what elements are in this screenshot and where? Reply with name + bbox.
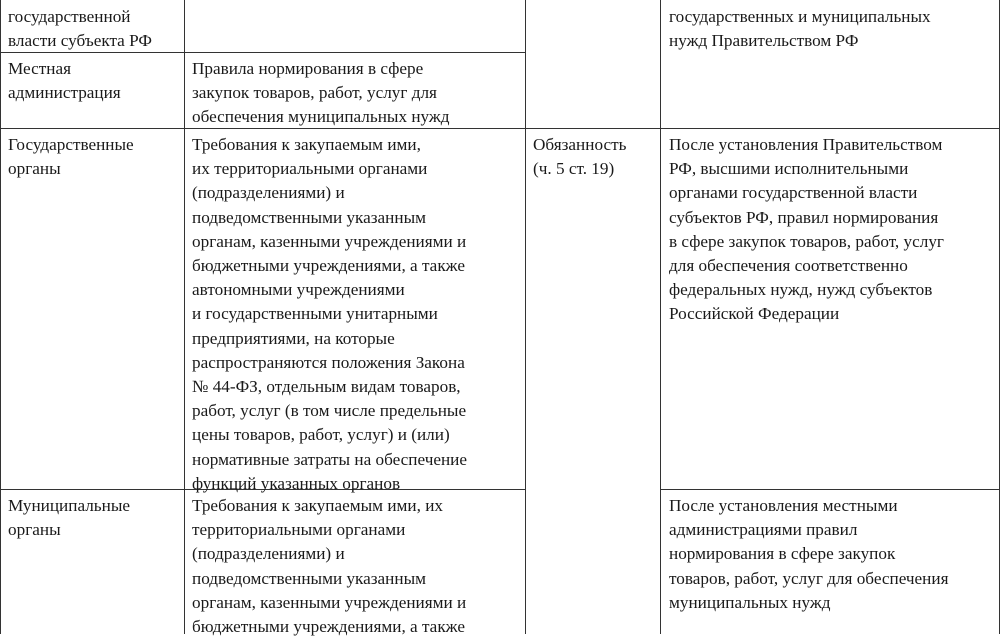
table-rule [525, 0, 526, 634]
table-cell: После установления Правительством РФ, высшими исполнительными органами государственной власти субъектов РФ, правил нормирования в сфере закупок товаров, работ, услуг для обеспечения соответственно федеральных нужд, нужд субъектов Российской Федерации [669, 135, 944, 324]
table-cell: Муниципальные органы [8, 496, 131, 540]
table-rule [0, 128, 1000, 129]
table-rule [660, 489, 1000, 490]
table-rule [184, 0, 185, 634]
table-cell: Правила нормирования в сфере закупок товаров, работ, услуг для обеспечения муниципальных нужд [192, 59, 450, 127]
table-rule [660, 0, 661, 634]
table-cell: Требования к закупаемым ими, их территориальными органами (подразделениями) и подведомственными указанным органам, казенными учреждениями и бюджетными учреждениями, а также [192, 496, 467, 637]
table-cell: Местная администрация [8, 59, 121, 103]
table-cell: государственных и муниципальных нужд Правительством РФ [669, 7, 931, 51]
table-cell: Обязанность (ч. 5 ст. 19) [533, 135, 627, 179]
table-cell: Требования к закупаемым ими, их территориальными органами (подразделениями) и подведомственными указанным органам, казенными учреждениями и бюджетными учреждениями, а также автономными учреждениями и государственными унитарными предприятиями, на которые распространяются положения Закона № 44-ФЗ, отдельным видам товаров, работ, услуг (в том числе предельные цены товаров, работ, услуг) и (или) нормативные затраты на обеспечение функций указанных органов [192, 135, 468, 493]
table-rule [0, 0, 1, 634]
table-cell: государственной власти субъекта РФ [8, 7, 152, 51]
table-cell: Государственные органы [8, 135, 134, 179]
table-cell: После установления местными администрациями правил нормирования в сфере закупок товаров, работ, услуг для обеспечения муниципальных нужд [669, 496, 949, 612]
